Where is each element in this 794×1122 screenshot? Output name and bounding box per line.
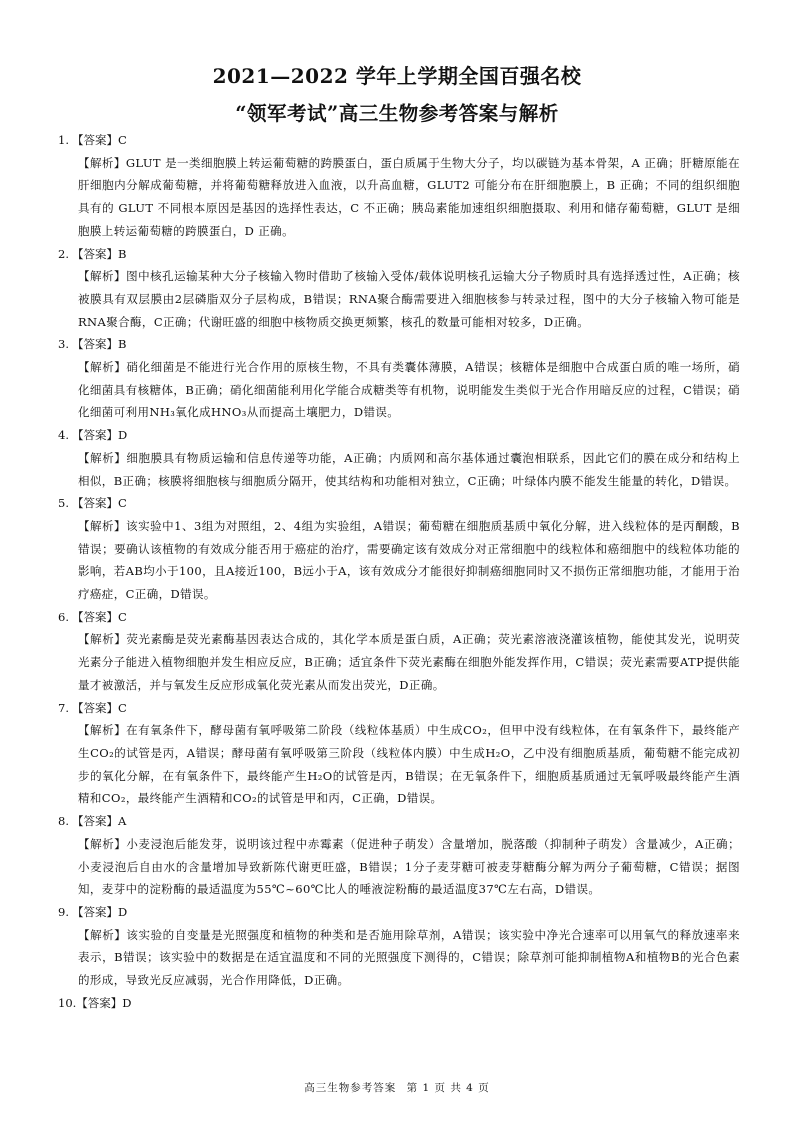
answer-line	[58, 697, 740, 720]
answer-line	[58, 810, 740, 833]
question-item	[58, 697, 740, 811]
explanation-text: 【解析】GLUT 是一类细胞膜上转运葡萄糖的跨膜蛋白，蛋白质属于生物大分子，均以碳链为基本骨架，A 正确；肝糖原能在肝细胞内分解成葡萄糖，并将葡萄糖释放进入血液，以升高血糖，GLUT2 可能分布在肝细胞膜上，B 正确；不同的组织细胞具有的 GLUT 不同根本原因是基因的选择性表达，C 不正确；胰岛素能加速组织细胞摄取、利用和储存葡萄糖，GLUT 是细胞膜上转运葡萄糖的跨膜蛋白，D 正确。	[78, 155, 740, 238]
question-number: 5.	[58, 496, 69, 511]
page-number: 第 1 页 共 4 页	[406, 1082, 490, 1094]
answer-line	[58, 333, 740, 356]
question-number: 7.	[58, 700, 69, 715]
answer-text: 【答案】B	[72, 246, 127, 261]
answer-text: 【答案】C	[72, 496, 127, 511]
answer-text: 【答案】B	[72, 337, 127, 352]
answer-line	[58, 129, 740, 152]
answer-text: 【答案】C	[72, 700, 127, 715]
answer-line	[58, 992, 740, 1015]
answer-line	[58, 492, 740, 515]
question-item	[58, 129, 740, 243]
question-item	[58, 424, 740, 492]
explanation-text: 【解析】小麦浸泡后能发芽，说明该过程中赤霉素（促进种子萌发）含量增加，脱落酸（抑制种子萌发）含量减少，A正确；小麦浸泡后自由水的含量增加导致新陈代谢更旺盛，B错误；1分子麦芽糖可被麦芽糖酶分解为两分子葡萄糖，C错误；据图知，麦芽中的淀粉酶的最适温度为55℃~60℃比人的唾液淀粉酶的最适温度37℃左右高，D错误。	[78, 836, 740, 897]
explanation-text: 【解析】细胞膜具有物质运输和信息传递等功能，A正确；内质网和高尔基体通过囊泡相联系，因此它们的膜在成分和结构上相似，B正确；核膜将细胞核与细胞质分隔开，使其结构和功能相对独立，C正确；叶绿体内膜不能发生能量的转化，D错误。	[78, 450, 740, 488]
document-title: 2021—2022 学年上学期全国百强名校	[212, 64, 582, 88]
question-item	[58, 333, 740, 424]
question-item	[58, 901, 740, 992]
footer-label: 高三生物参考答案	[304, 1082, 397, 1094]
question-number: 10.	[58, 995, 77, 1010]
question-item	[58, 606, 740, 697]
question-number: 3.	[58, 337, 69, 352]
question-item	[58, 992, 740, 1015]
answer-text: 【答案】C	[72, 133, 127, 147]
question-item	[58, 243, 740, 334]
explanation-text: 【解析】该实验的自变量是光照强度和植物的种类和是否施用除草剂，A错误；该实验中净光合速率可以用氧气的释放速率来表示，B错误；该实验中的数据是在适宜温度和不同的光照强度下测得的，C错误；除草剂可能抑制植物A和植物B的光合色素的形成，导致光反应减弱，光合作用降低，D正确。	[78, 927, 740, 988]
explanation-text: 【解析】在有氧条件下，酵母菌有氧呼吸第二阶段（线粒体基质）中生成CO₂，但甲中没有线粒体，在有氧条件下，最终能产生CO₂的试管是丙，A错误；酵母菌有氧呼吸第三阶段（线粒体内膜）中生成H₂O，乙中没有细胞质基质，葡萄糖不能完成初步的氧化分解，在有氧条件下，最终能产生H₂O的试管是丙，B错误；在无氧条件下，细胞质基质通过无氧呼吸最终能产生酒精和CO₂，最终能产生酒精和CO₂的试管是甲和丙，C正确，D错误。	[78, 723, 740, 806]
answer-text: 【答案】D	[72, 904, 128, 919]
document-subtitle: “领军考试”高三生物参考答案与解析	[235, 102, 559, 125]
answer-list	[58, 129, 740, 1014]
answer-line	[58, 243, 740, 266]
question-item	[58, 810, 740, 901]
explanation-text: 【解析】该实验中1、3组为对照组，2、4组为实验组，A错误；葡萄糖在细胞质基质中氧化分解，进入线粒体的是丙酮酸，B错误；要确认该植物的有效成分能否用于癌症的治疗，需要确定该有效成分对正常细胞中的线粒体和癌细胞中的线粒体功能的影响，若AB均小于100，且A接近100，B远小于A，该有效成分才能很好抑制癌细胞同时又不损伤正常细胞功能，才能用于治疗癌症，C正确，D错误。	[78, 518, 740, 602]
answer-text: 【答案】A	[72, 814, 127, 829]
page-footer	[0, 1080, 794, 1095]
explanation-text: 【解析】图中核孔运输某种大分子核输入物时借助了核输入受体/载体说明核孔运输大分子物质时具有选择透过性，A正确；核被膜具有双层膜由2层磷脂双分子层构成，B错误；RNA聚合酶需要进入细胞核参与转录过程，图中的大分子核输入物可能是RNA聚合酶，C正确；代谢旺盛的细胞中核物质交换更频繁，核孔的数量可能相对较多，D正确。	[78, 269, 740, 329]
question-number: 9.	[58, 904, 69, 919]
answer-line	[58, 901, 740, 924]
question-number: 4.	[58, 428, 69, 443]
question-number: 6.	[58, 609, 69, 624]
answer-text: 【答案】D	[76, 995, 132, 1010]
question-number: 8.	[58, 814, 69, 829]
question-item	[58, 492, 740, 606]
answer-line	[58, 424, 740, 447]
answer-line	[58, 606, 740, 629]
answer-text: 【答案】D	[72, 428, 128, 443]
explanation-text: 【解析】荧光素酶是荧光素酶基因表达合成的，其化学本质是蛋白质，A正确；荧光素溶液浇灌该植物，能使其发光，说明荧光素分子能进入植物细胞并发生相应反应，B正确；适宜条件下荧光素酶在细胞外能发挥作用，C错误；荧光素需要ATP提供能量才被激活，并与氧发生反应形成氧化荧光素从而发出荧光，D正确。	[78, 632, 740, 692]
question-number: 2.	[58, 246, 69, 261]
explanation-text: 【解析】硝化细菌是不能进行光合作用的原核生物，不具有类囊体薄膜，A错误；核糖体是细胞中合成蛋白质的唯一场所，硝化细菌具有核糖体，B正确；硝化细菌能利用化学能合成糖类等有机物，说明能发生类似于光合作用暗反应的过程，C错误；硝化细菌可利用NH₃氧化成HNO₃从而提高土壤肥力，D错误。	[78, 360, 740, 420]
answer-text: 【答案】C	[72, 609, 127, 624]
question-number: 1.	[58, 133, 69, 147]
